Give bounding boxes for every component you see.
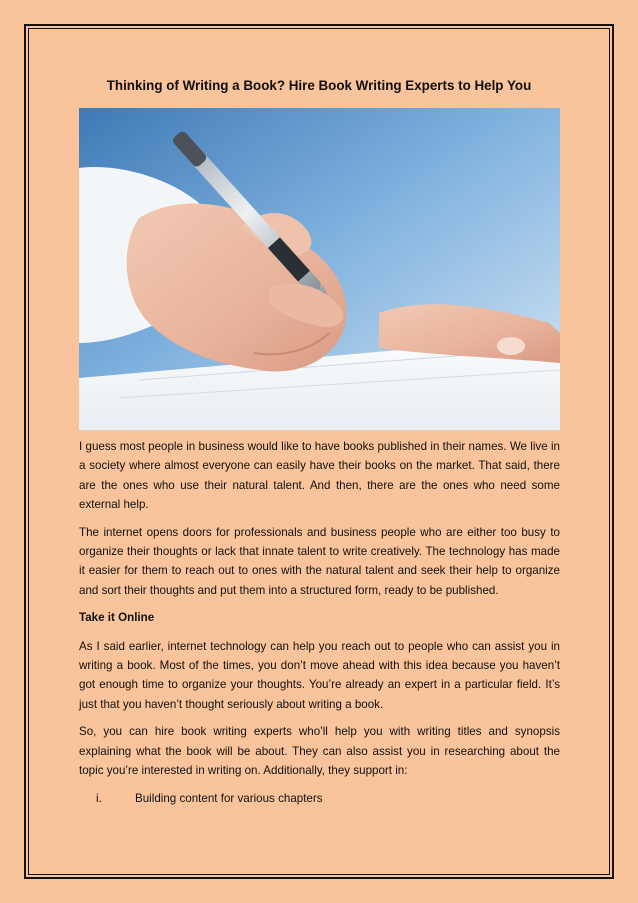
document-title: Thinking of Writing a Book? Hire Book Writing Experts to Help You (106, 78, 532, 93)
paragraph: The internet opens doors for professionals and business people who are either too busy to organize their thoughts or lack that innate talent to write creatively. The technology has made it easier for them to reach out to ones with the natural talent and seek their help to organize and sort their thoughts and put them into a structured form, ready to be published. (79, 525, 560, 597)
article-body (79, 437, 560, 808)
list-item (79, 789, 560, 808)
hand-writing-photo (79, 108, 560, 430)
paragraph: I guess most people in business would like to have books published in their names. We live in a society where almost everyone can easily have their books on the market. That said, there are the ones who use their natural talent. And then, there are the ones who need some external help. (79, 440, 560, 512)
list-item-text: Building content for various chapters (135, 791, 323, 805)
section-heading: Take it Online (79, 611, 155, 625)
paragraph: So, you can hire book writing experts who’ll help you with writing titles and synopsis explaining what the book will be about. They can also assist you in researching about the topic you’re interested in writing on. Additionally, they support in: (79, 725, 560, 778)
list-marker: i. (96, 791, 102, 805)
paragraph: As I said earlier, internet technology can help you reach out to people who can assist you in writing a book. Most of the times, you don’t move ahead with this idea because you haven’t got enough time to organize your thoughts. You’re already an expert in a particular field. It’s just that you haven’t thought seriously about writing a book. (79, 639, 560, 711)
